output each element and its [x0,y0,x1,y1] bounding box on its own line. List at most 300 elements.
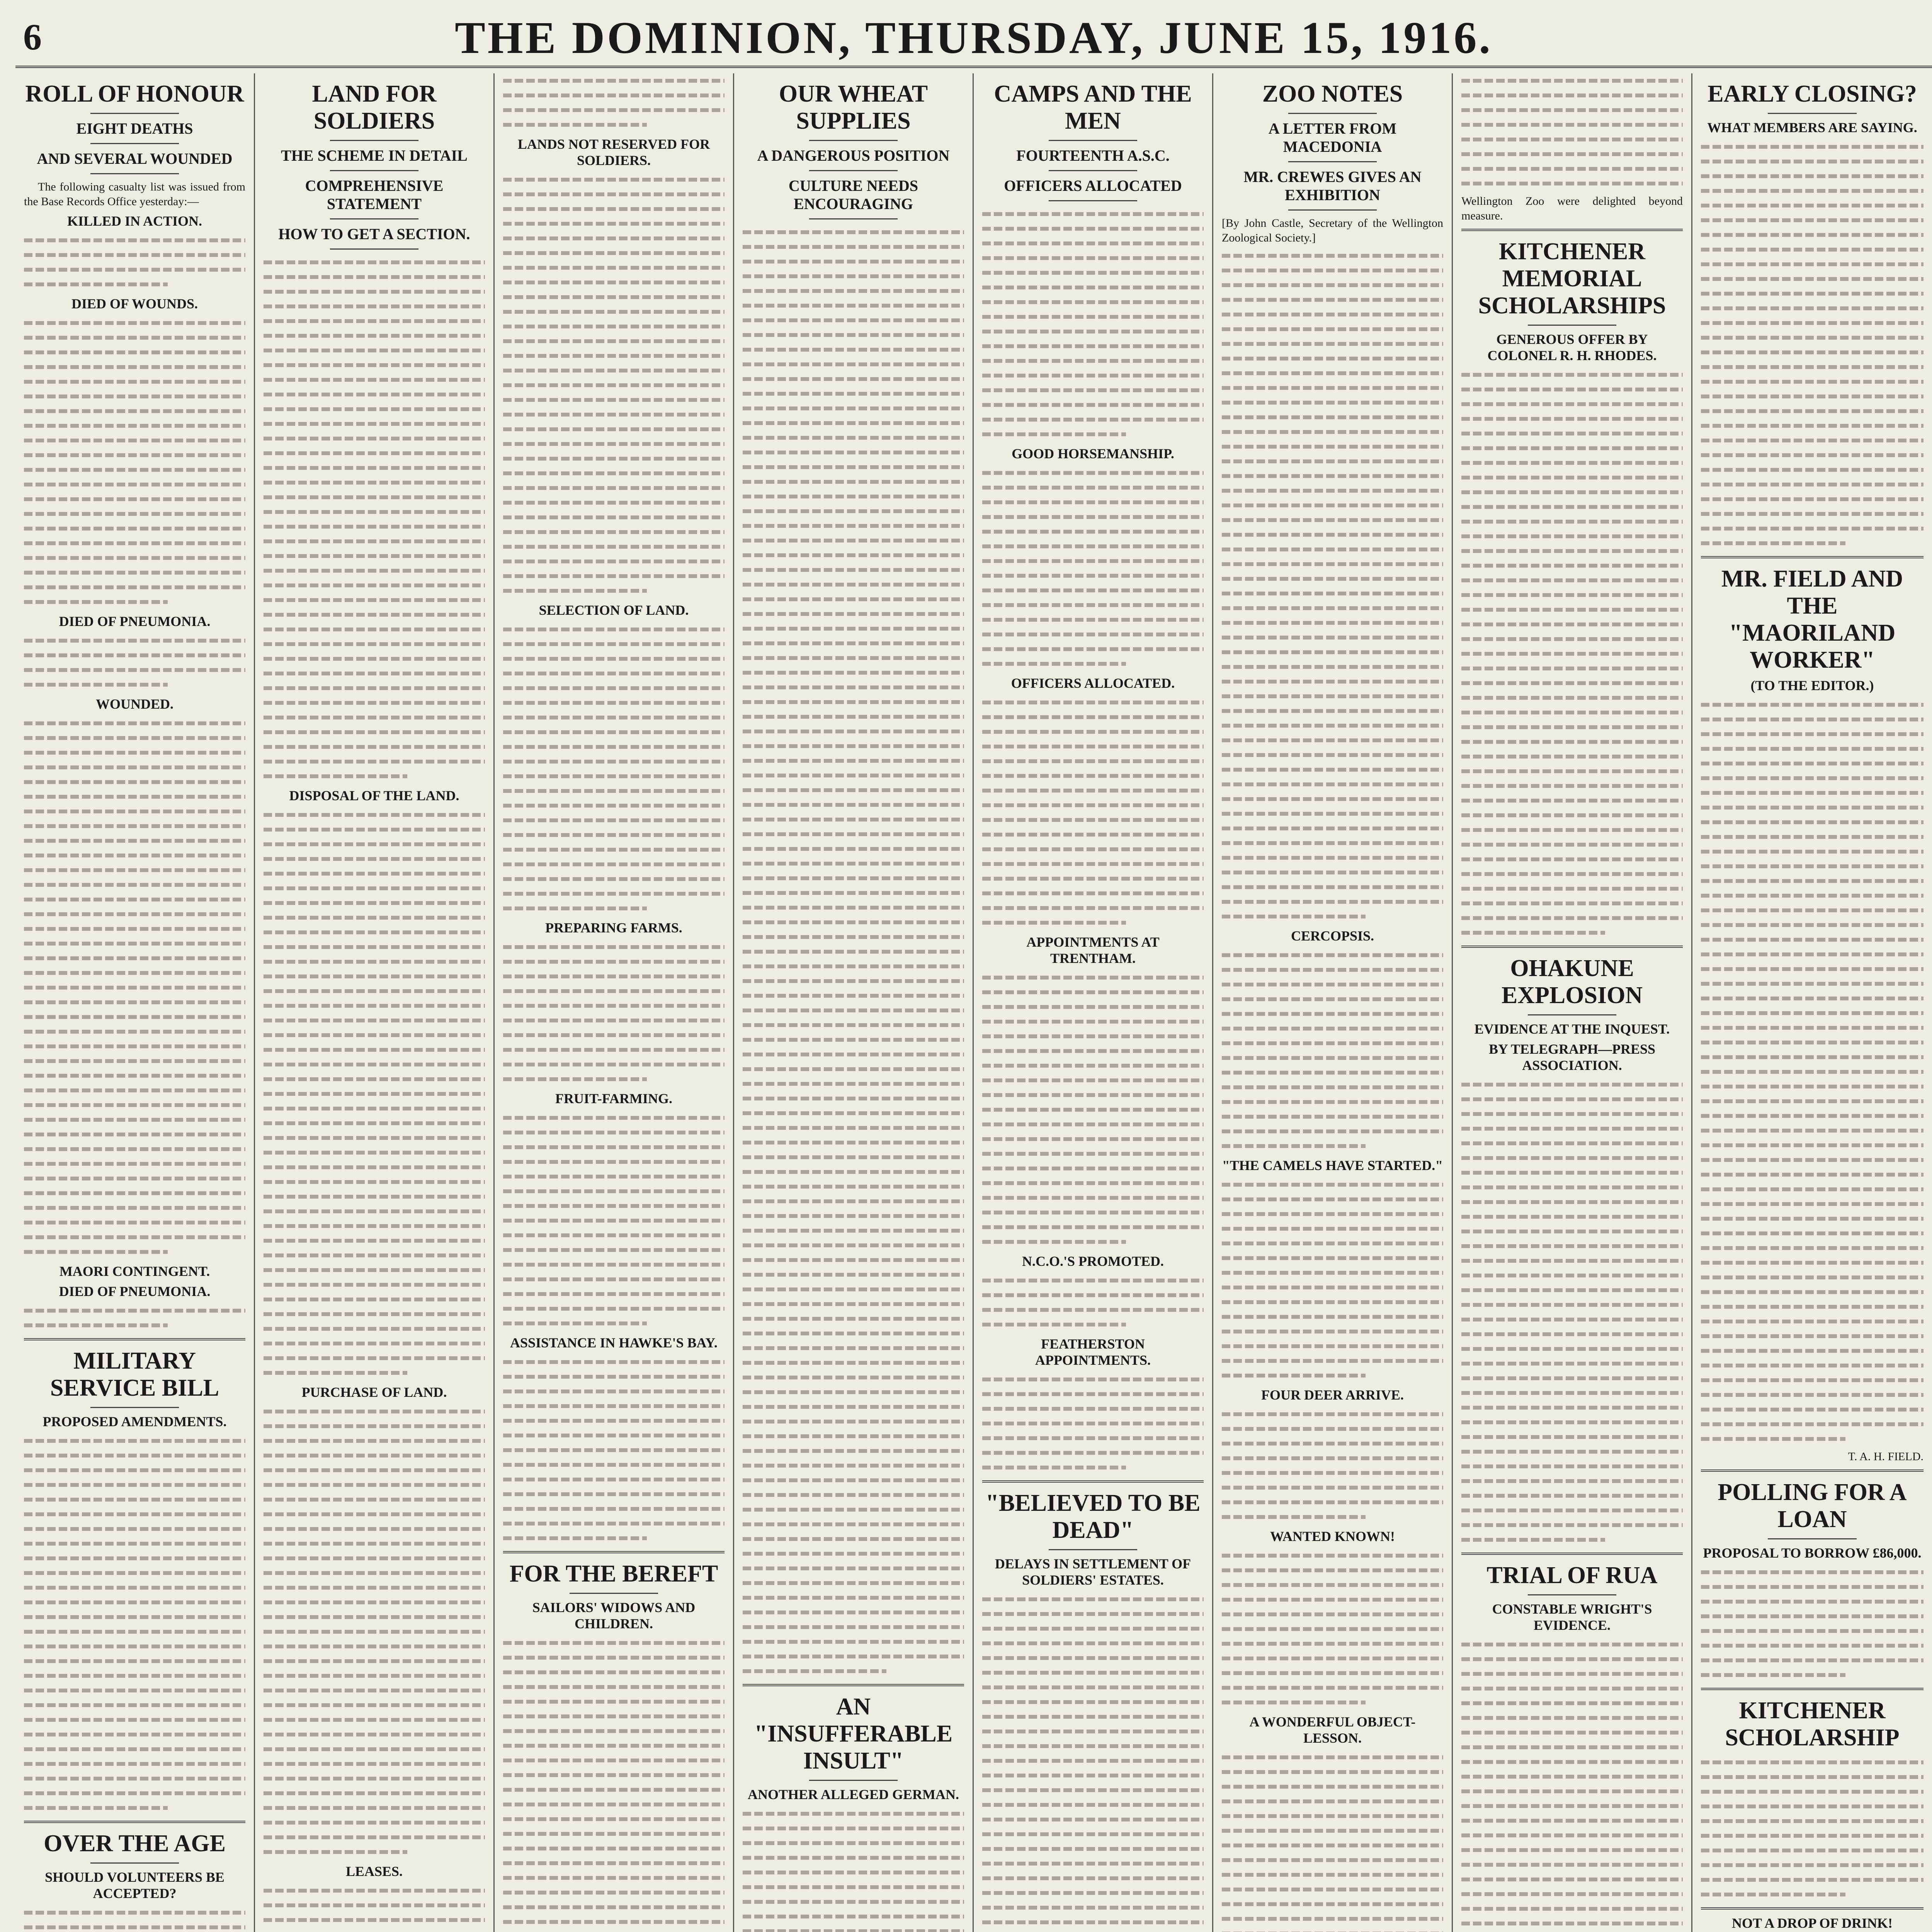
text-line [1222,777,1443,792]
text-line [264,1277,485,1292]
text-line [503,260,724,275]
text-line [1461,176,1683,191]
text-line [264,852,485,866]
text-line [264,402,485,417]
divider-rule [1528,1594,1616,1595]
text-line [743,651,964,665]
text-line [503,422,724,437]
text-line [1461,1813,1683,1828]
text-line [264,1507,485,1522]
text-line [1701,962,1923,976]
text-line [982,583,1204,598]
text-line [1461,779,1683,793]
section-label: DIED OF PNEUMONIA. [59,1284,211,1299]
text-line [264,1913,485,1927]
text-line [1222,557,1443,571]
text-line [503,1487,724,1502]
subhead: THE SCHEME IN DETAIL [281,147,468,164]
divider-rule [330,140,418,141]
text-line [743,871,964,886]
text-line [24,663,245,677]
page-columns [15,73,1932,1932]
divider-rule [570,1593,658,1594]
text-line [503,1013,724,1028]
text-line [264,896,485,910]
text-line [1222,1548,1443,1563]
text-line [743,269,964,284]
text-line [982,1798,1204,1812]
text-line [264,1463,485,1478]
text-line [1461,896,1683,911]
divider-rule [743,1684,964,1686]
text-line [24,995,245,1010]
text-line [264,940,485,954]
text-line [982,1014,1204,1029]
text-line [1222,865,1443,880]
text-line [982,985,1204,1000]
text-line [503,363,724,378]
text-line [743,430,964,445]
text-line [1701,374,1923,389]
subhead: A DANGEROUS POSITION [757,147,950,164]
text-line [503,754,724,769]
column-4 [734,73,974,1932]
text-line [24,1742,245,1757]
text-line [24,1757,245,1771]
text-line [982,524,1204,539]
text-line [1461,1165,1683,1180]
text-line [1222,880,1443,895]
text-line [1461,1474,1683,1488]
text-line [24,1245,245,1259]
text-line [1701,1814,1923,1828]
text-line [24,648,245,663]
text-line [1222,660,1443,674]
divider-rule [1049,170,1137,171]
text-line [24,1478,245,1492]
text-line [1461,147,1683,162]
text-line [24,248,245,262]
text-line [1222,1779,1443,1794]
text-line [24,1318,245,1333]
text-line [503,798,724,813]
divider-rule [90,173,179,174]
text-line [1222,381,1443,395]
text-line [503,319,724,334]
text-line [503,725,724,740]
text-line [743,812,964,827]
text-line [503,696,724,710]
text-line [1701,213,1923,228]
divider-rule [1288,161,1377,162]
text-line [1222,1251,1443,1265]
text-line [503,378,724,393]
article-text: Wellington Zoo were delighted beyond measure. [1461,195,1683,222]
text-line [1701,507,1923,521]
text-line [982,1783,1204,1798]
text-line [1222,1578,1443,1592]
text-line [1222,1407,1443,1422]
text-line [743,548,964,563]
text-line [982,480,1204,495]
text-line [503,1199,724,1213]
section-label: LEASES. [345,1864,403,1879]
text-line [1222,977,1443,992]
text-line [264,1307,485,1321]
text-line [743,1429,964,1444]
text-line [264,1263,485,1277]
headline-trial-of-rua: TRIAL OF RUA [1486,1562,1658,1588]
text-line [24,418,245,433]
text-line [1701,903,1923,918]
text-line [1461,793,1683,808]
text-line [264,651,485,666]
text-line [264,372,485,387]
text-line [982,915,1204,930]
text-line [264,387,485,402]
text-line [743,1502,964,1517]
text-line [982,612,1204,627]
text-line [743,1194,964,1209]
text-line [264,1580,485,1595]
text-line [24,1215,245,1230]
text-line [24,951,245,966]
text-line [982,1303,1204,1317]
text-line [1222,1368,1443,1383]
headline-zoo-notes: ZOO NOTES [1262,81,1403,107]
text-line [1222,850,1443,865]
text-line [1222,601,1443,616]
text-line [1701,184,1923,198]
text-line [24,1551,245,1566]
text-line [24,521,245,536]
text-line [503,275,724,290]
text-line [982,970,1204,985]
text-line [982,1387,1204,1401]
text-line [1701,1388,1923,1402]
text-line [1701,712,1923,727]
section-label: GOOD HORSEMANSHIP. [1012,446,1174,461]
text-line [743,225,964,240]
text-line [24,1639,245,1654]
text-line [1222,1280,1443,1295]
text-line [982,1930,1204,1932]
text-line [1701,198,1923,213]
text-line [743,342,964,357]
subhead: EIGHT DEATHS [76,120,193,137]
text-line [503,1384,724,1399]
divider-rule [1701,556,1923,558]
text-line [24,760,245,775]
text-line [1222,1680,1443,1695]
text-line [264,969,485,984]
text-line [982,265,1204,280]
text-line [1222,1823,1443,1838]
text-line [1461,412,1683,426]
text-line [264,270,485,284]
text-line [1222,1695,1443,1710]
text-line [264,1845,485,1859]
text-line [982,354,1204,368]
text-line [1222,1666,1443,1680]
text-line [264,1419,485,1434]
text-line [982,510,1204,524]
text-line [1701,1872,1923,1887]
text-line [503,1782,724,1797]
text-line [503,1057,724,1072]
text-line [503,1228,724,1243]
text-line [264,1830,485,1845]
section-label: SELECTION OF LAND. [539,602,689,618]
text-line [1701,888,1923,903]
text-line [743,1370,964,1385]
text-line [503,466,724,481]
text-line [1461,132,1683,147]
text-line [743,959,964,974]
text-line [982,1900,1204,1915]
text-line [503,1502,724,1516]
text-line [1461,735,1683,749]
text-line [24,262,245,277]
text-line [24,745,245,760]
divider-rule [1049,1549,1137,1550]
text-line [743,1003,964,1018]
text-line [24,1142,245,1156]
text-line [982,207,1204,221]
text-line [1701,1299,1923,1314]
text-line [503,187,724,202]
text-line [24,1610,245,1624]
text-line [1222,425,1443,439]
text-line [264,1072,485,1087]
text-line [1701,844,1923,859]
text-line [1461,881,1683,896]
divider-rule [809,140,898,141]
text-line [743,563,964,577]
text-line [1222,992,1443,1007]
divider-rule [1288,209,1377,211]
text-line [1701,1858,1923,1872]
text-line [1222,1495,1443,1510]
text-line [1701,932,1923,947]
text-line [503,1915,724,1929]
text-line [982,724,1204,739]
text-line [1222,689,1443,704]
text-line [24,980,245,995]
text-line [743,1924,964,1932]
text-line [1461,911,1683,925]
text-line [264,1145,485,1160]
text-line [503,88,724,103]
text-line [743,695,964,709]
divider-rule [1701,1907,1923,1910]
text-line [1222,909,1443,924]
text-line [1222,1339,1443,1354]
text-line [503,1369,724,1384]
text-line [1222,718,1443,733]
text-line [743,1909,964,1924]
text-line [1701,1565,1923,1580]
text-line [24,463,245,477]
text-line [982,495,1204,510]
text-line [503,1043,724,1057]
text-line [264,710,485,725]
text-line [982,295,1204,310]
text-line [503,954,724,969]
text-line [1222,1622,1443,1636]
text-line [1701,1079,1923,1094]
text-line [503,246,724,260]
text-line [1701,771,1923,786]
text-line [264,1204,485,1219]
text-line [503,681,724,696]
text-line [264,808,485,822]
text-line [743,1297,964,1311]
text-line [743,842,964,856]
text-line [24,389,245,404]
divider-rule [1528,325,1616,326]
text-line [1222,630,1443,645]
text-line [24,819,245,833]
text-line [1222,1912,1443,1926]
text-line [503,1140,724,1155]
headline-believed-to-be-dead: "BELIEVED TO BE DEAD" [985,1490,1201,1543]
text-line [1222,1354,1443,1368]
text-line [1222,307,1443,322]
text-line [264,1478,485,1492]
text-line [1701,1799,1923,1814]
text-line [503,1797,724,1812]
text-line [743,680,964,695]
section-label: A WONDERFUL OBJECT-LESSON. [1249,1714,1416,1746]
text-line [982,695,1204,710]
text-line [1461,617,1683,632]
text-line [1222,263,1443,278]
text-line [1222,337,1443,351]
text-line [1461,103,1683,117]
text-line [1222,1177,1443,1192]
text-line [264,1492,485,1507]
text-line [1461,852,1683,867]
text-line [1222,1036,1443,1051]
text-line [24,848,245,863]
text-line [1701,301,1923,316]
text-line [743,1238,964,1253]
subhead: A LETTER FROM MACEDONIA [1268,120,1397,155]
text-line [264,1175,485,1189]
text-line [264,837,485,852]
text-line [743,1634,964,1649]
text-line [264,925,485,940]
text-line [1222,806,1443,821]
text-line [503,1272,724,1287]
text-line [264,740,485,754]
text-line [743,1077,964,1091]
text-line [1461,1209,1683,1224]
text-line [503,1301,724,1316]
text-line [1222,1794,1443,1809]
subhead: GENEROUS OFFER BY COLONEL R. H. RHODES. [1487,332,1657,363]
text-line [1461,1740,1683,1755]
text-line [264,534,485,549]
text-line [982,627,1204,642]
text-line [982,1416,1204,1431]
text-line [264,1883,485,1898]
text-line [1222,1897,1443,1912]
text-line [743,1311,964,1326]
text-line [1461,1283,1683,1298]
byline: [By John Castle, Secretary of the Wellington Zoological Society.] [1222,217,1443,244]
text-line [1701,1285,1923,1299]
text-line [503,1827,724,1841]
text-line [1461,1444,1683,1459]
text-line [24,833,245,848]
text-line [1701,1255,1923,1270]
text-line [1461,1901,1683,1916]
text-line [1461,1371,1683,1386]
text-line [982,710,1204,724]
text-line [264,1713,485,1727]
text-line [743,1850,964,1865]
text-line [24,1463,245,1478]
text-line [24,1683,245,1698]
text-line [1701,1843,1923,1858]
text-line [1222,748,1443,762]
text-line [24,804,245,819]
headline-land-for-soldiers: LAND FOR SOLDIERS [312,81,437,134]
text-line [264,505,485,519]
text-line [1222,1636,1443,1651]
text-line [24,789,245,804]
text-line [743,1664,964,1679]
text-line [982,1088,1204,1102]
text-line [264,769,485,784]
text-line [1461,1224,1683,1239]
text-line [264,1668,485,1683]
text-line [743,856,964,871]
section-label: PURCHASE OF LAND. [301,1384,447,1400]
headline-military-service-bill: MILITARY SERVICE BILL [50,1348,219,1401]
text-line [503,784,724,798]
text-line [1461,632,1683,646]
divider-rule [1768,1538,1857,1539]
subhead: MR. CREWES GIVES AN EXHIBITION [1243,168,1422,204]
text-line [1222,513,1443,527]
text-line [264,637,485,651]
text-line [1701,1755,1923,1770]
text-line [503,117,724,132]
text-line [1701,418,1923,433]
text-line [24,1434,245,1448]
text-line [1461,500,1683,514]
subhead: CONSTABLE WRIGHT'S EVIDENCE. [1492,1601,1652,1633]
text-line [982,857,1204,871]
text-line [24,360,245,374]
text-line [264,578,485,593]
text-line [1701,1138,1923,1153]
text-line [1701,242,1923,257]
text-line [1461,117,1683,132]
text-line [743,988,964,1003]
text-line [264,607,485,622]
newspaper-title: THE DOMINION, THURSDAY, JUNE 15, 1916. [455,12,1493,63]
text-line [1461,1253,1683,1268]
text-line [503,969,724,984]
text-line [24,1303,245,1318]
text-line [24,1068,245,1083]
text-line [24,775,245,789]
text-line [743,1400,964,1414]
